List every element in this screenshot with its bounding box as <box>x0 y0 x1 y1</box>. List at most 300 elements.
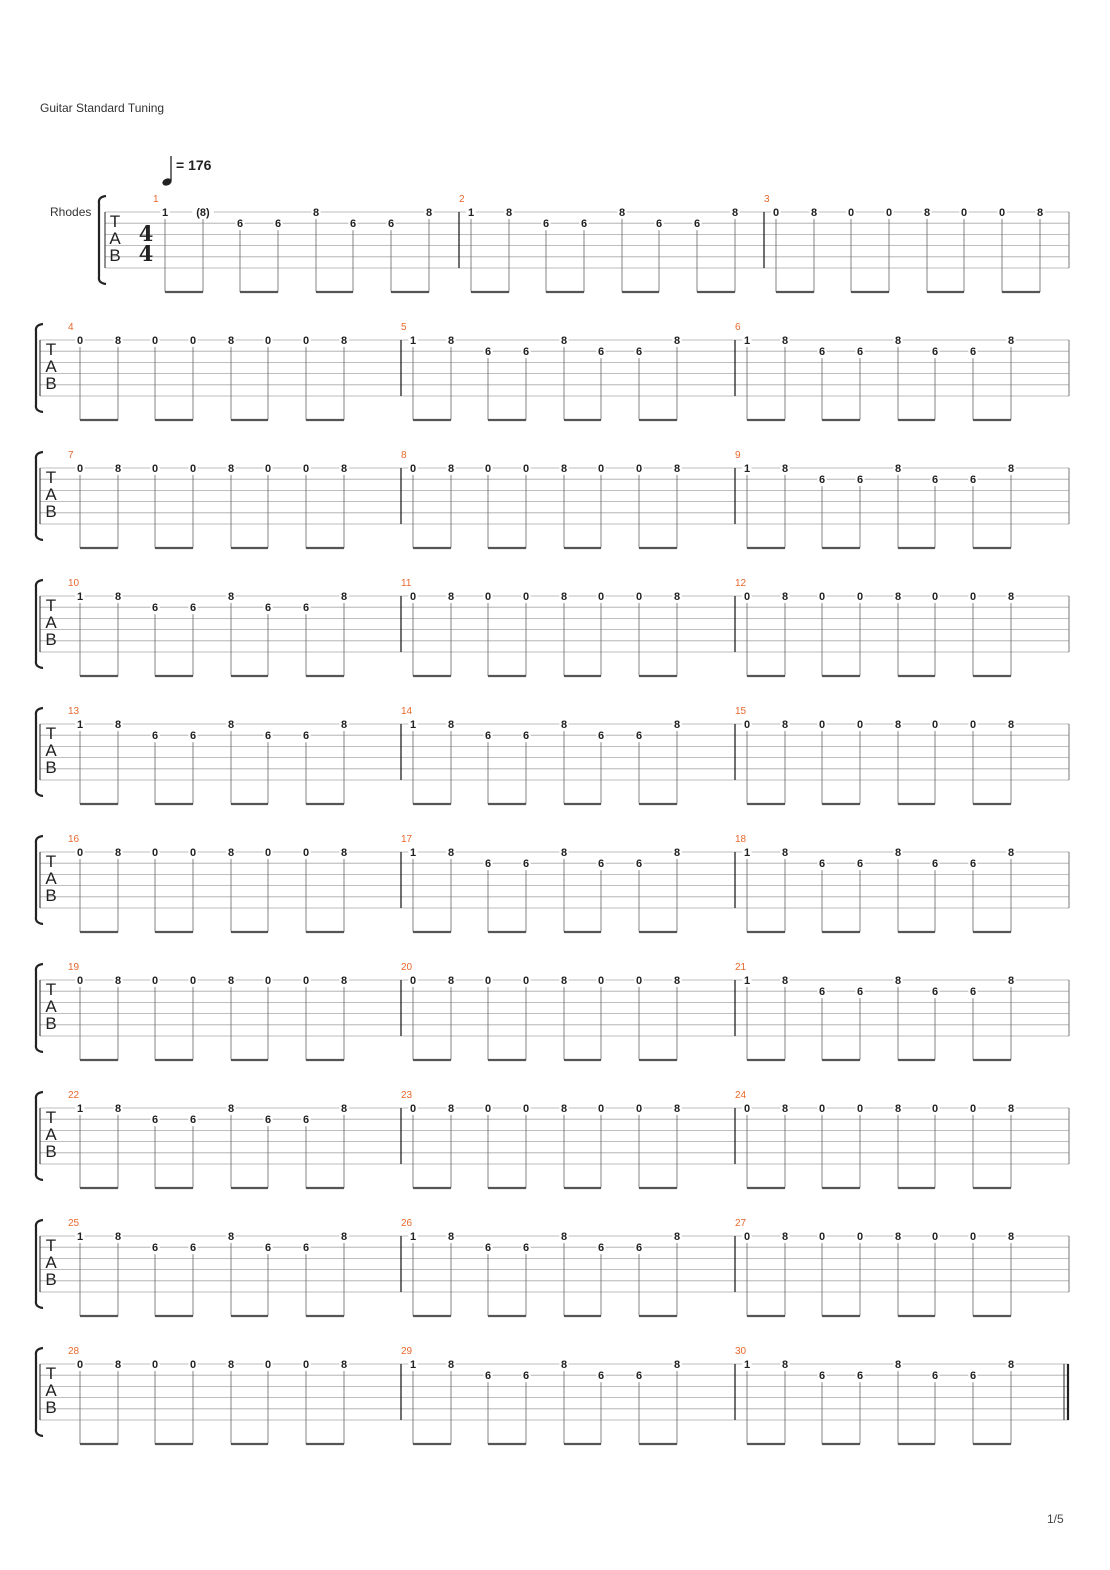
tab-measure <box>153 194 434 292</box>
fret-number: 8 <box>505 207 513 219</box>
fret-number: 8 <box>425 207 433 219</box>
tab-measure <box>401 834 682 932</box>
fret-number: 8 <box>227 1359 235 1371</box>
tab-measure <box>735 706 1016 804</box>
fret-number: 6 <box>522 730 530 743</box>
fret-number: 0 <box>856 719 864 731</box>
fret-number: 0 <box>302 847 310 859</box>
fret-number: 6 <box>264 602 272 615</box>
fret-number: 6 <box>264 1114 272 1127</box>
tab-measure <box>68 834 349 932</box>
tab-clef-letter: T <box>45 852 57 871</box>
staff-system <box>36 578 1069 676</box>
tab-measure <box>735 578 1016 676</box>
fret-number: 0 <box>302 1359 310 1371</box>
fret-number: 6 <box>189 1242 197 1255</box>
fret-number: 0 <box>189 1359 197 1371</box>
fret-number: 8 <box>340 1359 348 1371</box>
fret-number: 8 <box>447 847 455 859</box>
tab-measure <box>401 322 682 420</box>
fret-number: 6 <box>931 1370 939 1383</box>
fret-number: 6 <box>931 474 939 487</box>
fret-number: 1 <box>409 1231 417 1243</box>
fret-number: 6 <box>542 218 550 231</box>
fret-number: 8 <box>781 847 789 859</box>
tab-measure <box>401 1090 682 1188</box>
fret-number: 1 <box>76 591 84 603</box>
fret-number: 6 <box>856 474 864 487</box>
staff-system <box>36 1090 1069 1188</box>
fret-number: 0 <box>76 335 84 347</box>
fret-number: 0 <box>302 335 310 347</box>
tab-clef-letter: A <box>45 741 57 760</box>
fret-number: 6 <box>484 1242 492 1255</box>
tab-measure <box>764 194 1045 292</box>
fret-number: 8 <box>340 847 348 859</box>
fret-number: 6 <box>597 346 605 359</box>
fret-number: 6 <box>349 218 357 231</box>
fret-number: 1 <box>76 1231 84 1243</box>
fret-number: 8 <box>447 1103 455 1115</box>
fret-number: 1 <box>409 847 417 859</box>
fret-number: 8 <box>1007 463 1015 475</box>
fret-number: 0 <box>635 1103 643 1115</box>
measure-number: 16 <box>68 834 80 845</box>
page-number: 1/5 <box>1047 1512 1064 1526</box>
fret-number: 0 <box>189 975 197 987</box>
measure-number: 15 <box>735 706 747 717</box>
fret-number: 8 <box>114 1359 122 1371</box>
fret-number: 8 <box>114 975 122 987</box>
fret-number: 8 <box>1007 591 1015 603</box>
fret-number: 8 <box>560 1103 568 1115</box>
fret-number: 6 <box>264 1242 272 1255</box>
tab-clef-letter: B <box>45 630 57 649</box>
staff-system <box>36 322 1069 420</box>
fret-number: 8 <box>781 719 789 731</box>
fret-number: 8 <box>923 207 931 219</box>
fret-number: 8 <box>1007 1231 1015 1243</box>
system-bracket <box>36 1092 43 1180</box>
tab-clef-letter: A <box>45 485 57 504</box>
fret-number: 0 <box>189 463 197 475</box>
fret-number: 0 <box>522 591 530 603</box>
fret-number: 8 <box>781 463 789 475</box>
tab-clef-letter: T <box>45 724 57 743</box>
fret-number: 6 <box>189 1114 197 1127</box>
fret-number: 1 <box>743 975 751 987</box>
fret-number: 0 <box>743 591 751 603</box>
fret-number: 8 <box>894 847 902 859</box>
fret-number: 8 <box>227 847 235 859</box>
tab-clef-letter: T <box>45 468 57 487</box>
measure-number: 9 <box>735 450 741 461</box>
fret-number: 0 <box>302 463 310 475</box>
fret-number: 8 <box>312 207 320 219</box>
fret-number: 8 <box>340 719 348 731</box>
system-bracket <box>36 324 43 412</box>
tab-clef-letter: T <box>45 980 57 999</box>
tuning-label: Guitar Standard Tuning <box>40 101 165 115</box>
fret-number: 0 <box>998 207 1006 219</box>
measure-number: 29 <box>401 1346 413 1357</box>
fret-number: 8 <box>447 1359 455 1371</box>
tab-clef-letter: T <box>109 212 121 231</box>
fret-number: 6 <box>635 346 643 359</box>
fret-number: 0 <box>409 1103 417 1115</box>
fret-number: 0 <box>522 463 530 475</box>
fret-number: 0 <box>484 463 492 475</box>
measure-number: 28 <box>68 1346 80 1357</box>
fret-number: 1 <box>76 719 84 731</box>
fret-number: 6 <box>302 602 310 615</box>
fret-number: 8 <box>447 1231 455 1243</box>
tab-measure <box>68 322 349 420</box>
fret-number: 8 <box>447 463 455 475</box>
fret-number: 0 <box>522 1103 530 1115</box>
fret-number: 8 <box>673 847 681 859</box>
fret-number: 8 <box>781 591 789 603</box>
fret-number: 0 <box>772 207 780 219</box>
tab-clef-letter: B <box>45 1270 57 1289</box>
tab-measure <box>735 450 1016 548</box>
fret-number: 8 <box>227 335 235 347</box>
fret-number: 0 <box>931 1103 939 1115</box>
fret-number: 0 <box>409 975 417 987</box>
fret-number: 6 <box>856 986 864 999</box>
fret-number: 0 <box>264 463 272 475</box>
measure-number: 25 <box>68 1218 80 1229</box>
fret-number: 1 <box>409 719 417 731</box>
tab-clef-letter: A <box>109 229 121 248</box>
measure-number: 3 <box>764 194 770 205</box>
fret-number: 8 <box>560 1231 568 1243</box>
fret-number: 8 <box>894 463 902 475</box>
staff-system <box>36 1346 1069 1444</box>
fret-number: 6 <box>302 1114 310 1127</box>
measure-number: 13 <box>68 706 80 717</box>
tab-clef-letter: B <box>45 1014 57 1033</box>
instrument-name: Rhodes <box>50 205 92 219</box>
fret-number: 0 <box>302 975 310 987</box>
tab-clef-letter: A <box>45 1381 57 1400</box>
fret-number: 0 <box>635 975 643 987</box>
fret-number: 1 <box>161 207 169 219</box>
fret-number: 8 <box>1007 335 1015 347</box>
tab-measure <box>735 834 1016 932</box>
fret-number: 0 <box>597 463 605 475</box>
fret-number: 8 <box>227 1103 235 1115</box>
fret-number: 0 <box>847 207 855 219</box>
tab-measure <box>735 962 1016 1060</box>
fret-number: 8 <box>340 1103 348 1115</box>
tab-measure <box>735 322 1016 420</box>
fret-number: 1 <box>76 1103 84 1115</box>
fret-number: 0 <box>856 591 864 603</box>
fret-number: 8 <box>894 1231 902 1243</box>
staff-system <box>36 834 1069 932</box>
fret-number: 0 <box>743 1231 751 1243</box>
fret-number: 6 <box>264 730 272 743</box>
tab-measure <box>735 1218 1016 1316</box>
fret-number: 0 <box>484 1103 492 1115</box>
fret-number: 8 <box>894 591 902 603</box>
staff-system <box>36 450 1069 548</box>
fret-number: 8 <box>1036 207 1044 219</box>
time-signature-numerator: 4 <box>138 221 154 246</box>
tab-measure <box>68 962 349 1060</box>
fret-number: 0 <box>151 847 159 859</box>
tab-measure <box>735 1090 1016 1188</box>
tab-clef-letter: T <box>45 1364 57 1383</box>
measure-number: 30 <box>735 1346 747 1357</box>
fret-number: 6 <box>274 218 282 231</box>
fret-number: 8 <box>1007 719 1015 731</box>
tempo-value: = 176 <box>176 157 212 173</box>
tab-clef-letter: B <box>109 246 121 265</box>
measure-number: 17 <box>401 834 413 845</box>
tab-clef-letter: A <box>45 997 57 1016</box>
fret-number: 0 <box>409 591 417 603</box>
fret-number: 8 <box>560 975 568 987</box>
fret-number: 0 <box>151 975 159 987</box>
measure-number: 22 <box>68 1090 80 1101</box>
fret-number: 0 <box>969 591 977 603</box>
system-bracket <box>36 1348 43 1436</box>
fret-number: 1 <box>743 1359 751 1371</box>
fret-number: 6 <box>387 218 395 231</box>
measure-number: 12 <box>735 578 747 589</box>
fret-number: 0 <box>151 463 159 475</box>
system-bracket <box>36 708 43 796</box>
system-bracket <box>36 836 43 924</box>
fret-number: 8 <box>447 719 455 731</box>
fret-number: 8 <box>227 1231 235 1243</box>
fret-number: 0 <box>960 207 968 219</box>
measure-number: 6 <box>735 322 741 333</box>
fret-number: 0 <box>818 1231 826 1243</box>
fret-number: 6 <box>597 1370 605 1383</box>
fret-number: 6 <box>693 218 701 231</box>
fret-number: 0 <box>597 591 605 603</box>
fret-number: 8 <box>560 463 568 475</box>
fret-number: 8 <box>894 975 902 987</box>
fret-number: 8 <box>894 719 902 731</box>
fret-number: 8 <box>560 591 568 603</box>
fret-number: 6 <box>856 346 864 359</box>
measure-number: 7 <box>68 450 74 461</box>
tab-measure <box>68 1090 349 1188</box>
tab-measure <box>401 578 682 676</box>
fret-number: 0 <box>597 975 605 987</box>
fret-number: 6 <box>818 474 826 487</box>
fret-number: 8 <box>227 591 235 603</box>
fret-number: 6 <box>484 346 492 359</box>
tab-clef-letter: B <box>45 374 57 393</box>
fret-number: 8 <box>340 463 348 475</box>
measure-number: 1 <box>153 194 159 205</box>
fret-number: 8 <box>781 1359 789 1371</box>
fret-number: 6 <box>856 858 864 871</box>
fret-number: 6 <box>236 218 244 231</box>
fret-number: 6 <box>969 474 977 487</box>
tab-clef-letter: B <box>45 758 57 777</box>
tab-measure <box>68 578 349 676</box>
fret-number: (8) <box>196 207 210 219</box>
measure-number: 23 <box>401 1090 413 1101</box>
fret-number: 0 <box>76 463 84 475</box>
fret-number: 0 <box>818 1103 826 1115</box>
fret-number: 1 <box>409 335 417 347</box>
fret-number: 8 <box>673 1231 681 1243</box>
fret-number: 8 <box>114 719 122 731</box>
fret-number: 8 <box>560 335 568 347</box>
fret-number: 0 <box>151 335 159 347</box>
tab-measure <box>459 194 740 292</box>
staff-system <box>36 1218 1069 1316</box>
tab-measure <box>401 706 682 804</box>
fret-number: 8 <box>114 591 122 603</box>
tab-clef-letter: B <box>45 1142 57 1161</box>
fret-number: 8 <box>673 975 681 987</box>
fret-number: 0 <box>743 719 751 731</box>
fret-number: 6 <box>151 1114 159 1127</box>
fret-number: 0 <box>189 847 197 859</box>
tab-measure <box>68 706 349 804</box>
fret-number: 8 <box>114 847 122 859</box>
tab-clef-letter: T <box>45 1108 57 1127</box>
measure-number: 4 <box>68 322 74 333</box>
fret-number: 6 <box>818 346 826 359</box>
fret-number: 0 <box>484 975 492 987</box>
fret-number: 0 <box>931 1231 939 1243</box>
fret-number: 8 <box>673 591 681 603</box>
fret-number: 6 <box>484 1370 492 1383</box>
fret-number: 1 <box>743 335 751 347</box>
time-signature-denominator: 4 <box>138 241 154 266</box>
fret-number: 8 <box>1007 1359 1015 1371</box>
fret-number: 0 <box>818 719 826 731</box>
fret-number: 0 <box>597 1103 605 1115</box>
fret-number: 6 <box>655 218 663 231</box>
fret-number: 6 <box>856 1370 864 1383</box>
fret-number: 8 <box>227 463 235 475</box>
fret-number: 6 <box>189 602 197 615</box>
measure-number: 20 <box>401 962 413 973</box>
fret-number: 0 <box>885 207 893 219</box>
measure-number: 2 <box>459 194 465 205</box>
measure-number: 5 <box>401 322 407 333</box>
fret-number: 1 <box>743 847 751 859</box>
fret-number: 8 <box>673 1359 681 1371</box>
tab-measure <box>68 1346 349 1444</box>
fret-number: 6 <box>302 730 310 743</box>
measure-number: 14 <box>401 706 413 717</box>
fret-number: 0 <box>635 591 643 603</box>
fret-number: 0 <box>76 847 84 859</box>
fret-number: 6 <box>522 346 530 359</box>
tab-measure <box>401 1346 682 1444</box>
fret-number: 6 <box>635 1370 643 1383</box>
fret-number: 8 <box>1007 1103 1015 1115</box>
fret-number: 8 <box>560 719 568 731</box>
tab-measure <box>401 1218 682 1316</box>
fret-number: 1 <box>409 1359 417 1371</box>
fret-number: 0 <box>969 719 977 731</box>
measure-number: 10 <box>68 578 80 589</box>
staff-system <box>36 962 1069 1060</box>
fret-number: 6 <box>818 1370 826 1383</box>
fret-number: 0 <box>931 591 939 603</box>
fret-number: 8 <box>114 1231 122 1243</box>
fret-number: 0 <box>264 335 272 347</box>
tab-measure <box>68 450 349 548</box>
tab-clef-letter: T <box>45 340 57 359</box>
fret-number: 0 <box>743 1103 751 1115</box>
fret-number: 0 <box>818 591 826 603</box>
fret-number: 8 <box>114 1103 122 1115</box>
fret-number: 1 <box>467 207 475 219</box>
fret-number: 8 <box>894 335 902 347</box>
system-bracket <box>36 452 43 540</box>
fret-number: 8 <box>340 591 348 603</box>
fret-number: 6 <box>635 858 643 871</box>
fret-number: 6 <box>635 730 643 743</box>
fret-number: 6 <box>302 1242 310 1255</box>
tab-clef-letter: B <box>45 502 57 521</box>
fret-number: 8 <box>560 847 568 859</box>
fret-number: 8 <box>781 335 789 347</box>
fret-number: 8 <box>447 591 455 603</box>
fret-number: 6 <box>931 858 939 871</box>
fret-number: 6 <box>818 986 826 999</box>
fret-number: 8 <box>894 1359 902 1371</box>
measure-number: 26 <box>401 1218 413 1229</box>
fret-number: 6 <box>931 346 939 359</box>
fret-number: 6 <box>484 730 492 743</box>
tab-measure <box>735 1346 1016 1444</box>
fret-number: 0 <box>264 975 272 987</box>
measure-number: 27 <box>735 1218 747 1229</box>
fret-number: 8 <box>340 335 348 347</box>
fret-number: 6 <box>969 1370 977 1383</box>
fret-number: 8 <box>227 975 235 987</box>
fret-number: 6 <box>969 346 977 359</box>
fret-number: 6 <box>818 858 826 871</box>
tab-clef-letter: A <box>45 613 57 632</box>
fret-number: 0 <box>484 591 492 603</box>
measure-number: 8 <box>401 450 407 461</box>
measure-number: 19 <box>68 962 80 973</box>
fret-number: 0 <box>522 975 530 987</box>
fret-number: 0 <box>76 1359 84 1371</box>
fret-number: 0 <box>931 719 939 731</box>
fret-number: 8 <box>1007 975 1015 987</box>
tab-measure <box>401 450 682 548</box>
fret-number: 8 <box>114 463 122 475</box>
system-bracket <box>36 964 43 1052</box>
fret-number: 8 <box>673 463 681 475</box>
fret-number: 0 <box>189 335 197 347</box>
fret-number: 0 <box>635 463 643 475</box>
fret-number: 8 <box>673 1103 681 1115</box>
system-bracket <box>36 580 43 668</box>
fret-number: 0 <box>151 1359 159 1371</box>
fret-number: 0 <box>264 1359 272 1371</box>
fret-number: 8 <box>227 719 235 731</box>
fret-number: 6 <box>931 986 939 999</box>
tab-measure <box>68 1218 349 1316</box>
